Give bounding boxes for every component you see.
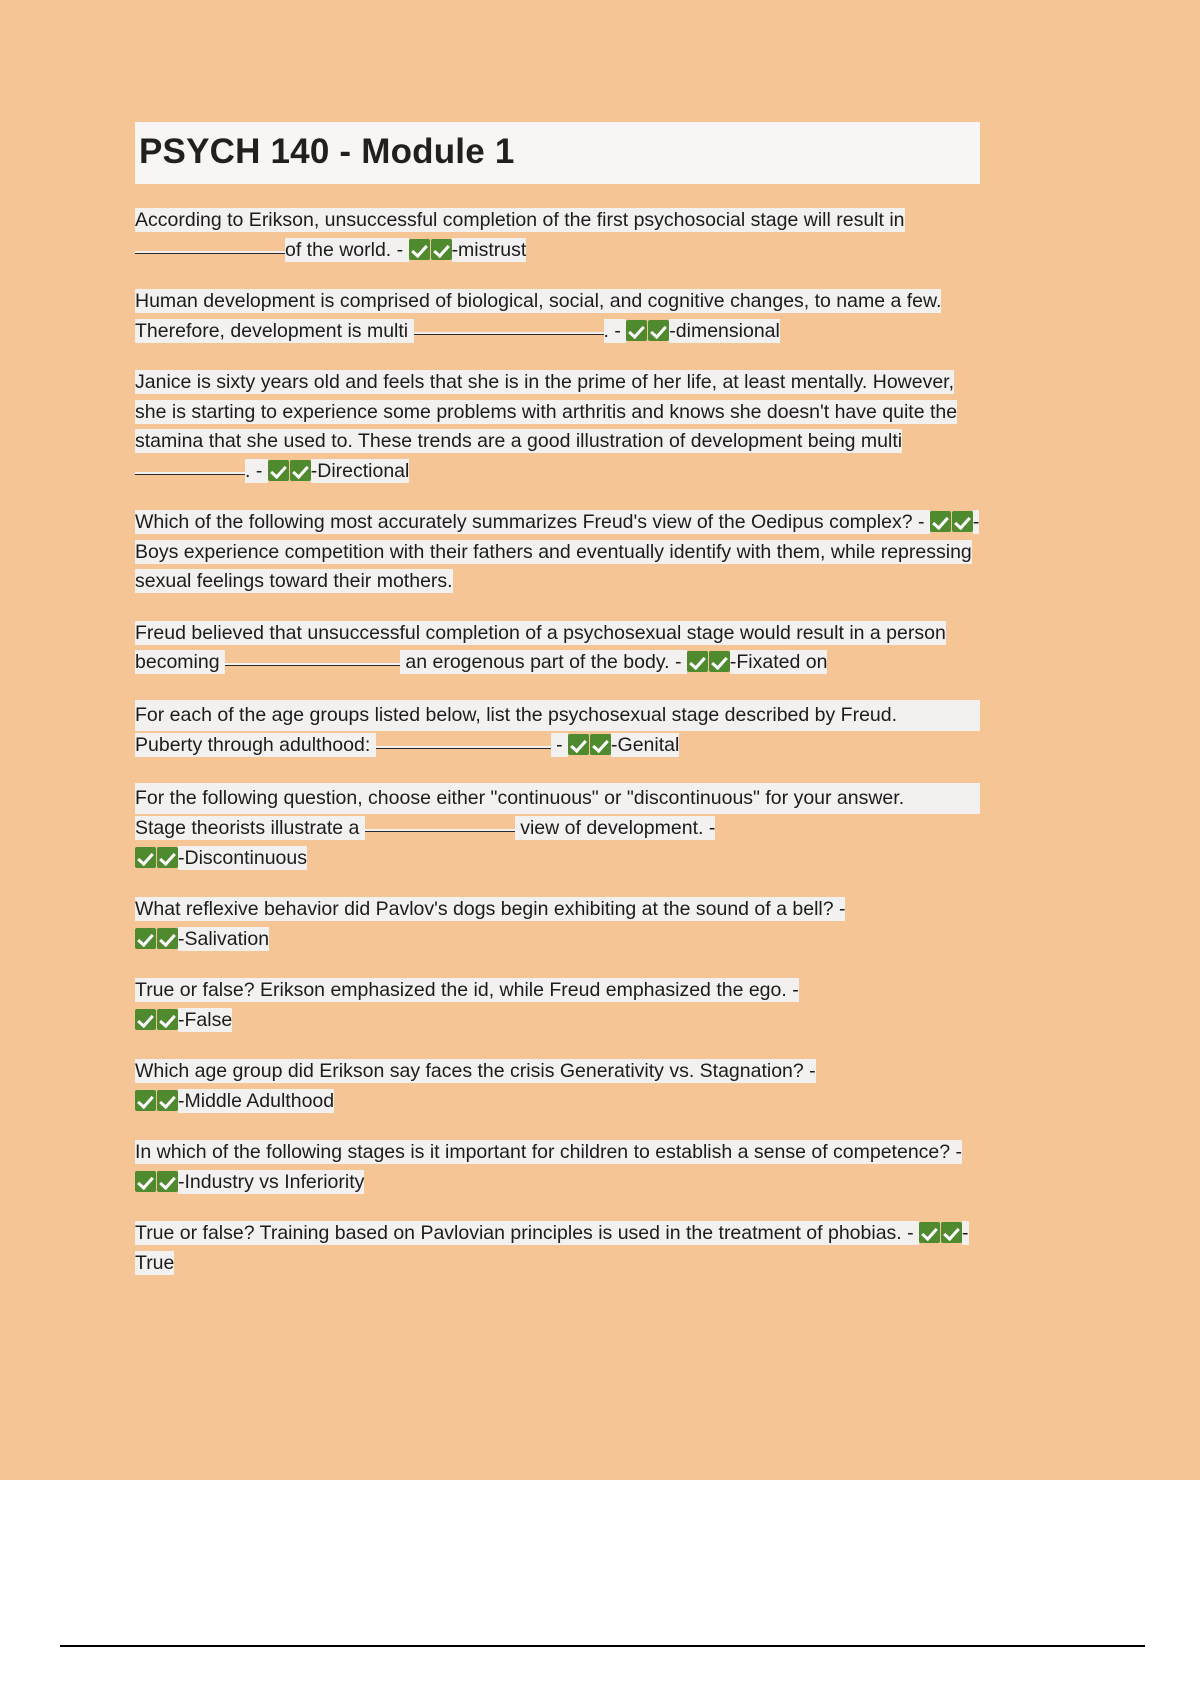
check-mark-icon xyxy=(919,1222,940,1243)
answer-text: -False xyxy=(178,1008,233,1031)
document-body xyxy=(135,122,980,1278)
answer-blank xyxy=(414,332,604,335)
question-text: Puberty through adulthood: xyxy=(135,734,376,756)
qa-item xyxy=(135,206,980,265)
question-text: What reflexive behavior did Pavlov's dogs begin exhibiting at the sound of a bell? - xyxy=(135,898,846,920)
qa-item xyxy=(135,1057,980,1116)
question-intro: For the following question, choose either "continuous" or "discontinuous" for your answer. xyxy=(135,783,980,815)
question-text: Janice is sixty years old and feels that she is in the prime of her life, at least mentally. However, she is starting to experience some problems with arthritis and knows she doesn't have quite the stamina that she used to. These trends are a good illustration of development being multi xyxy=(135,371,958,452)
answer-blank xyxy=(135,472,245,475)
question-text: Human development is comprised of biological, social, and cognitive changes, to name a few. Therefore, development is multi xyxy=(135,290,942,342)
question-text: Freud believed that unsuccessful completion of a psychosexual stage would result in a person becoming xyxy=(135,621,946,673)
check-mark-icon xyxy=(157,1009,178,1030)
qa-item xyxy=(135,508,980,597)
check-mark-icon xyxy=(626,320,647,341)
page-footer-area xyxy=(0,1480,1200,1700)
question-text-post: . - xyxy=(603,319,627,342)
question-text-post: - xyxy=(550,734,569,756)
qa-item xyxy=(135,895,980,954)
qa-item xyxy=(135,1219,980,1278)
page-title-text: PSYCH 140 - Module 1 xyxy=(139,132,515,171)
question-text-post: an erogenous part of the body. - xyxy=(399,651,687,673)
qa-item xyxy=(135,619,980,678)
check-mark-icon xyxy=(135,847,156,868)
answer-text: -Directional xyxy=(310,459,410,482)
qa-item xyxy=(135,1138,980,1197)
question-text-post: of the world. - xyxy=(285,238,409,261)
question-text: True or false? Erikson emphasized the id, while Freud emphasized the ego. - xyxy=(135,979,799,1001)
check-mark-icon xyxy=(952,511,973,532)
check-mark-icon xyxy=(930,511,951,532)
question-text: Which of the following most accurately summarizes Freud's view of the Oedipus complex? - xyxy=(135,511,930,533)
answer-blank xyxy=(135,251,285,254)
answer-text: -Salivation xyxy=(178,927,270,950)
question-text: Stage theorists illustrate a xyxy=(135,817,365,839)
answer-blank xyxy=(376,746,551,749)
answer-text: -Discontinuous xyxy=(178,846,307,869)
answer-blank xyxy=(365,829,515,832)
check-mark-icon xyxy=(648,320,669,341)
check-mark-icon xyxy=(290,460,311,481)
answer-text: -dimensional xyxy=(669,319,780,342)
check-mark-icon xyxy=(135,1090,156,1111)
question-text: In which of the following stages is it important for children to establish a sense of competence? - xyxy=(135,1141,963,1163)
check-mark-icon xyxy=(135,928,156,949)
check-mark-icon xyxy=(709,651,730,672)
qa-item xyxy=(135,287,980,346)
check-mark-icon xyxy=(157,928,178,949)
check-mark-icon xyxy=(590,734,611,755)
check-mark-icon xyxy=(687,651,708,672)
check-mark-icon xyxy=(431,239,452,260)
answer-text: -Industry vs Inferiority xyxy=(178,1170,365,1193)
qa-item xyxy=(135,700,980,761)
qa-item xyxy=(135,976,980,1035)
answer-text: -True xyxy=(135,1222,969,1274)
question-intro: For each of the age groups listed below, list the psychosexual stage described by Freud. xyxy=(135,700,980,732)
page-title xyxy=(135,122,980,184)
check-mark-icon xyxy=(941,1222,962,1243)
qa-item xyxy=(135,368,980,486)
answer-text: -Boys experience competition with their fathers and eventually identify with them, while repressing sexual feelings toward their mothers. xyxy=(135,511,980,592)
qa-item xyxy=(135,783,980,874)
check-mark-icon xyxy=(157,1090,178,1111)
check-mark-icon xyxy=(135,1009,156,1030)
check-mark-icon xyxy=(157,1171,178,1192)
question-text: Which age group did Erikson say faces the crisis Generativity vs. Stagnation? - xyxy=(135,1060,816,1082)
check-mark-icon xyxy=(268,460,289,481)
answer-blank xyxy=(225,663,400,666)
question-text: According to Erikson, unsuccessful completion of the first psychosocial stage will result in xyxy=(135,209,905,231)
question-text: True or false? Training based on Pavlovian principles is used in the treatment of phobias. - xyxy=(135,1222,920,1244)
check-mark-icon xyxy=(409,239,430,260)
answer-text: -Middle Adulthood xyxy=(178,1089,335,1112)
answer-text: -mistrust xyxy=(451,238,527,261)
question-text-post: . - xyxy=(245,459,268,482)
question-text-post: view of development. - xyxy=(514,817,716,839)
check-mark-icon xyxy=(568,734,589,755)
check-mark-icon xyxy=(157,847,178,868)
answer-text: -Fixated on xyxy=(729,651,828,673)
answer-text: -Genital xyxy=(611,734,680,756)
footer-divider xyxy=(60,1645,1145,1647)
check-mark-icon xyxy=(135,1171,156,1192)
